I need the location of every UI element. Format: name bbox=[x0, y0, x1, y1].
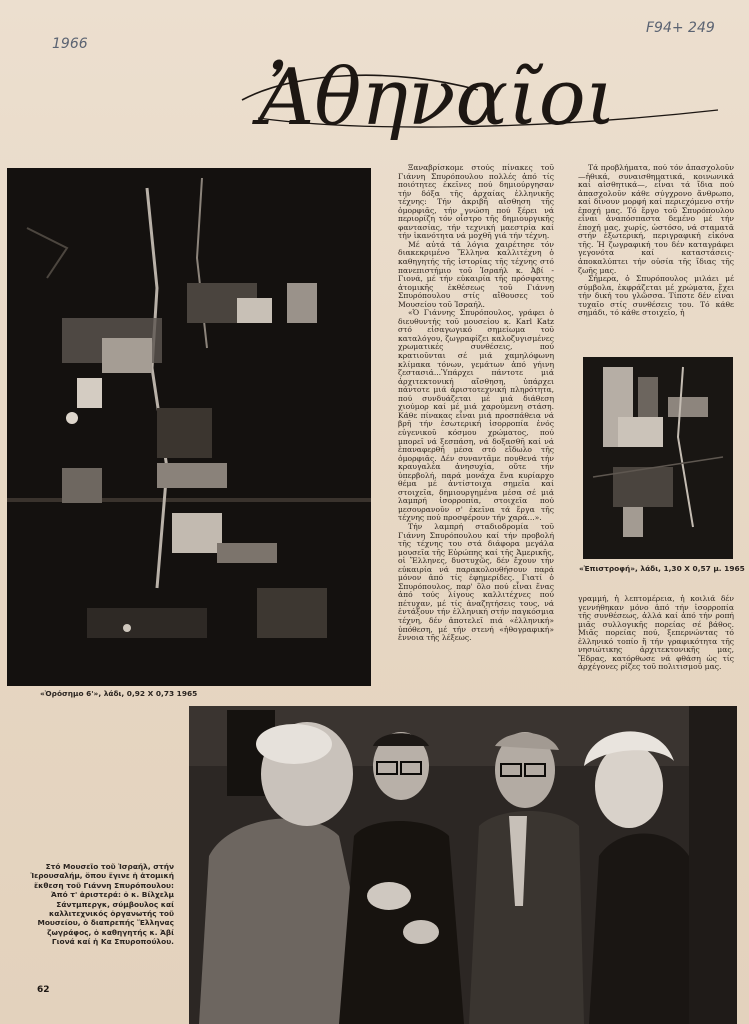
page-number: 62 bbox=[37, 985, 50, 995]
article-column-1 bbox=[398, 164, 554, 643]
masthead-title: Ἀθηναῖοι bbox=[258, 53, 617, 140]
painting-epistrofi-caption: «Ἐπιστροφή», λάδι, 1,30 X 0,57 μ. 1965 bbox=[579, 564, 745, 573]
article-paragraph: Σήμερα, ὁ Σπυρόπουλος μιλάει μέ σύμβολα, ἐκφράζεται μέ χρώματα, ἔχει τήν δική του γλῶσσα. Τίποτε δέν εἶναι τυχαῖο στίς συνθέσεις του. Τό κάθε σημάδι, τό κάθε στοιχεῖο, ἡ bbox=[578, 274, 734, 318]
article-paragraph: Ξαναβρίσκομε στούς πίνακες τοῦ Γιάννη Σπυρόπουλου πολλές ἀπό τίς ποιότητες ἐκεῖνες πού δημιούργησαν τήν δόξα τῆς ἀρχαίας ἑλληνικῆς τέχνης: Τήν ἀκριβῆ αἴσθηση τῆς ὁμορφιᾶς, τήν γνώση πού ξέρει νά περιορίζη τόν οἶστρο τῆς δημιουργικῆς φαντασίας, τήν τεχνική μαεστρία καί τήν ἱκανότητα νά μοχθῆ γιά τήν τέχνη. bbox=[398, 163, 554, 241]
museum-group-photo bbox=[189, 706, 737, 1024]
article-column-3 bbox=[578, 595, 734, 672]
article-paragraph: Τά προβλήματα, πού τόν ἀπασχολοῦν —ἠθικά, συναισθηματικά, κοινωνικά καί αἰσθητικά—, εἶναι τά ἴδια πού ἀπασχολοῦν κάθε σύγχρονο ἄνθρωπο, καί δίνουν μορφή καί περιεχόμενο στήν ἐποχή μας. Τό ἔργο τοῦ Σπυρόπουλου εἶναι ἀναπόσπαστα δεμένο μέ τήν ἐποχή μας, χωρίς, ὡστόσο, νά σταματᾶ στήν ἐξωτερική, περιγραφική εἰκόνα τῆς. Ἡ ζωγραφική του δέν καταγράφει γεγονότα καί καταστάσεις· ἀποκαλύπτει τήν οὐσία τῆς ἴδιας τῆς ζωῆς μας. bbox=[578, 163, 734, 275]
article-paragraph: Μέ αὐτά τά λόγια χαιρέτησε τόν διακεκριμένο Ἕλληνα καλλιτέχνη ὁ καθηγητής τῆς ἱστορίας τῆς τέχνης στό πανεπιστήμιο τοῦ Ἰσραήλ κ. Ἀβί - Γιονά, μέ τήν εὐκαιρία τῆς πρόσφατης ἀτομικῆς ἐκθέσεως τοῦ Γιάννη Σπυρόπουλου στίς αἴθουσες τοῦ Μουσείου τοῦ Ἰσραήλ. bbox=[398, 239, 554, 309]
handwritten-reference: F94+ 249 bbox=[646, 20, 715, 36]
handwritten-year: 1966 bbox=[52, 36, 88, 52]
article-paragraph: «Ὁ Γιάννης Σπυρόπουλος, γράφει ὁ διευθυντής τοῦ μουσείου κ. Karl Katz στό εἰσαγωγικό σημείωμα τοῦ καταλόγου, ζωγραφίζει καλοζυγισμένες χρωματικές συνθέσεις, πού κρατιοῦνται σέ μιά χαμηλόφωνη κλίμακα τόνων, γεμάτων ἀπό γήινη ζεστασιά...Ὑπάρχει πάντοτε μιά ἀρχιτεκτονική αἴσθηση, ὑπάρχει πάντοτε μιά ἀριστοτεχνική πληρότητα, πού συνδυάζεται μέ μιά διάθεση χιούμορ καί μέ μιά χαρούμενη στάση. Κάθε πίνακας εἶναι μιά προσπάθεια νά βρῆ τήν ἐσωτερική ἰσορροπία ἑνός εὐγενικοῦ κόσμου χρώματος, πού μπορεῖ νά ξεσπάση, νά δοξασθῆ καί νά ἐπαναφερθῆ μέσα στό εἴδωλο τῆς ὀμορφιᾶς. Δέν συναντᾶμε πουθενά τήν κραυγαλέα ἀνησυχία, οὔτε τήν ὑπερβολή, παρά μονάχα ἕνα κυρίαρχο θέμα μέ ἀντίστοιχα σημεῖα καί στοιχεῖα, δημιουργημένα μέσα σέ μιά λαμπρή ἰσορροπία, στοιχεῖα πού μεσουρανοῦν σ' ἐκεῖνα τά ἔργα τῆς τέχνης πού προσφέρουν τήν χαρά...». bbox=[398, 308, 554, 523]
painting-orosimo bbox=[7, 168, 371, 686]
article-paragraph: γραμμή, ἡ λεπτομέρεια, ἡ κοιλιά δέν γεννήθηκαν μόνο ἀπό τήν ἰσορροπία τῆς συνθέσεως, ἀλλά καί ἀπό τήν ροπή μιᾶς συλλογικῆς πορείας σέ βάθος. Μιᾶς πορείας πού, ξεπερνώντας τό ἑλληνικό τοπίο ἤ τήν γραφικότητα τῆς νησιώτικης ἀρχιτεκτονικῆς μας, Ἔδρας, κατόρθωσε νά φθάση ὡς τίς ἀρχέγονες ρίζες τοῦ πολιτισμοῦ μας. bbox=[578, 594, 734, 672]
article-paragraph: Τήν λαμπρή σταδιοδρομία τοῦ Γιάννη Σπυρόπουλου καί τήν προβολή τῆς τέχνης του στά διάφορα μεγάλα μουσεῖα τῆς Εὐρώπης καί τῆς Ἀμερικῆς, οἱ Ἕλληνες, δυστυχῶς, δέν ἔχουν τήν εὐκαιρία νά παρακολουθήσουν παρά μόνον ἀπό τίς ἐφημερίδες. Γιατί ὁ Σπυρόπουλος, παρ' ὅλο πού εἶναι ἕνας ἀπό τούς λίγους καλλιτέχνες πού πέτυχαν, μέ τίς ἀναζητήσεις τους, νά ἐντάξουν τήν ἑλληνική στήν παγκόσμια τέχνη, δέν ἀποτελεῖ πιά «ἑλληνική» ὑπόθεση, μέ τήν στενή «ἠθογραφική» ἔννοια τῆς λέξεως. bbox=[398, 521, 554, 643]
article-column-2 bbox=[578, 164, 734, 318]
photo-caption: Στό Μουσεῖο τοῦ Ἰσραήλ, στήν Ἱερουσαλήμ, ὅπου ἔγινε ἡ ἀτομική ἔκθεση τοῦ Γιάννη Σπυρόπουλου: Ἀπό τ' ἀριστερά: ὁ κ. Βίλχελμ Σάντμπεργκ, σύμβουλος καί καλλιτεχνικός ὀργανωτής τοῦ Μουσείου, ὁ διαπρεπής Ἕλληνας ζωγράφος, ὁ καθηγητής κ. Ἀβί Γιονά καί ἡ Κα Σπυροπούλου. bbox=[30, 862, 174, 947]
painting-epistrofi bbox=[583, 357, 733, 559]
painting-orosimo-caption: «Ὁρόσημο 6'», λάδι, 0,92 X 0,73 1965 bbox=[40, 689, 198, 698]
masthead-logo bbox=[238, 40, 728, 140]
